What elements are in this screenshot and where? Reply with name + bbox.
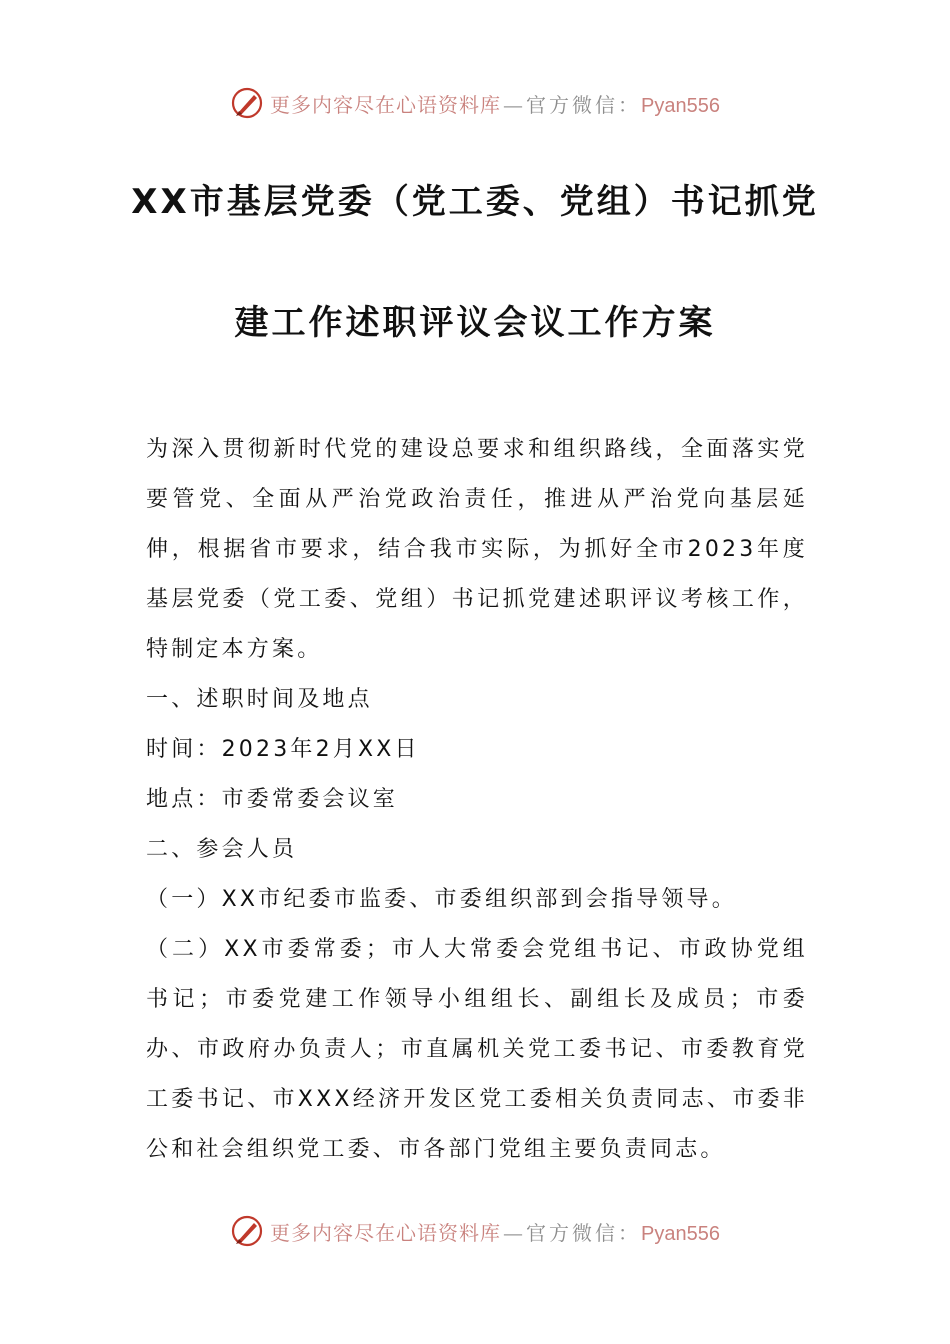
watermark-line — [270, 1217, 720, 1246]
meeting-place: 地点：市委常委会议室 — [146, 787, 399, 812]
meeting-time: 时间：2023年2月XX日 — [146, 737, 420, 762]
watermark-separator: — — [503, 1220, 525, 1245]
intro-paragraph: 为深入贯彻新时代党的建设总要求和组织路线，全面落实党要管党、全面从严治党政治责任，推进从严治党向基层延伸，根据省市要求，结合我市实际，为抓好全市2023年度基层党委（党工委、党组）书记抓党建述职评议考核工作，特制定本方案。 — [146, 437, 808, 662]
watermark-wechat-id: Pyan556 — [641, 94, 720, 117]
pen-logo-icon — [230, 1214, 264, 1248]
document-title-line2: 建工作述职评议会议工作方案 — [234, 303, 716, 343]
watermark-label: 官方微信： — [526, 1220, 642, 1245]
watermark-wechat-id: Pyan556 — [641, 1222, 720, 1245]
section1-heading: 一、述职时间及地点 — [146, 687, 373, 712]
section2-heading: 二、参会人员 — [146, 837, 298, 862]
attendees-item-2: （二）XX市委常委；市人大常委会党组书记、市政协党组书记；市委党建工作领导小组组长、副组长及成员；市委办、市政府办负责人；市直属机关党工委书记、市委教育党工委书记、市XXX经济开发区党工委相关负责同志、市委非公和社会组织党工委、市各部门党组主要负责同志。 — [146, 937, 808, 1162]
document-body — [146, 425, 808, 1175]
watermark-footer — [0, 1211, 950, 1251]
pen-logo-icon — [230, 86, 264, 120]
watermark-header — [0, 83, 950, 123]
attendees-item-1: （一）XX市纪委市监委、市委组织部到会指导领导。 — [146, 887, 737, 912]
watermark-label: 官方微信： — [526, 92, 642, 117]
watermark-promo: 更多内容尽在心语资料库 — [270, 1220, 502, 1245]
watermark-separator: — — [503, 92, 525, 117]
watermark-promo: 更多内容尽在心语资料库 — [270, 92, 502, 117]
document-title-line1: XX市基层党委（党工委、党组）书记抓党 — [131, 182, 819, 222]
watermark-line — [270, 89, 720, 118]
